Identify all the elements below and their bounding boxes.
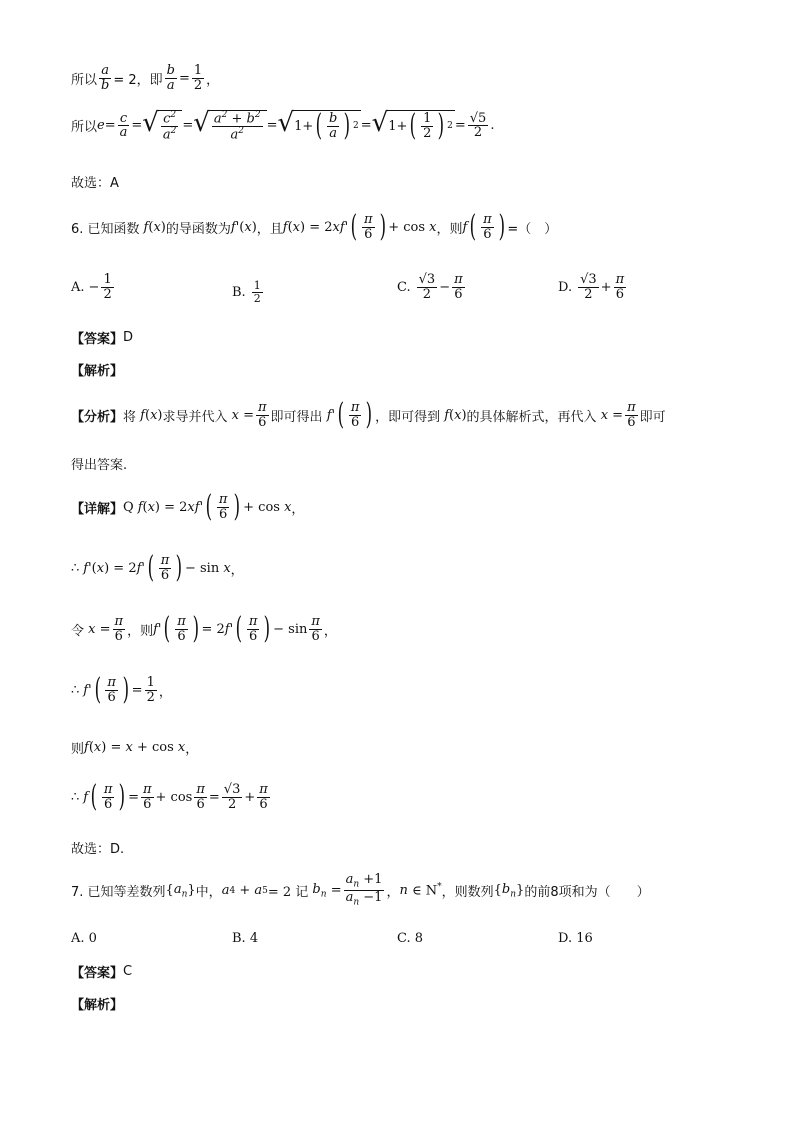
- q6-option-c[interactable]: C. $\frac{√3}{2}$ − $\frac{\pi}{6}$: [397, 272, 463, 302]
- sqrt-a2b2-a2: √ $\frac{a^2 + b^2}{a^2}$: [193, 110, 266, 142]
- sqrt-one-plus-half-squared: √ 1+ ( $\frac{1}{2}$ ) 2: [371, 108, 453, 144]
- question-7-stem: 7. 已知等差数列 { $a_n$ } 中， a 4 + a 5 = 2 记 $b_n$ = $\frac{a_n +1}{a_n -1}$ ， n ∈ N* ，则数列 { $b_n$ } 的前8项和为（ ）: [71, 872, 650, 908]
- q6-analysis-label: 【解析】: [71, 364, 124, 379]
- q7-option-d[interactable]: D. 16: [558, 931, 593, 946]
- q6-fenxi-cont: 得出答案.: [71, 458, 128, 473]
- q6-detail-line1: 【详解】 Q f ( x ) = 2 xf ' ( $\frac{\pi}{6}$ ) + cos x ，: [71, 489, 305, 524]
- fraction-b-over-a: $\frac{b}{a}$: [166, 63, 175, 93]
- q6-option-a[interactable]: A. − $\frac{1}{2}$: [71, 272, 112, 302]
- q6-detail-line4: ∴ f ' ( $\frac{\pi}{6}$ ) = $\frac{1}{2}$ ，: [71, 672, 172, 707]
- solution-line-eccentricity: 所以 e = $\frac{c}{a}$ = √ $\frac{c^2}{a^2}$ = √ $\frac{a^2 + b^2}{a^2}$ = √ 1+ ( $\frac{b}{a}$ ) 2 = √ 1+ ( $\frac{1}{2}$ ) 2 = $\frac{√5}{2}$ .: [71, 108, 495, 144]
- solution-line-ratio: 所以 $\frac{a}{b}$ = 2，即 $\frac{b}{a}$ = $\frac{1}{2}$ ，: [71, 63, 220, 93]
- q6-final-answer: 故选：D.: [71, 842, 125, 857]
- q6-detail-line3: 令 x = $\frac{\pi}{6}$ ，则 f ' ( $\frac{\pi}{6}$ ) = 2 f ' ( $\frac{\pi}{6}$ ) − sin $\frac{\pi}{6}$ ，: [71, 611, 337, 646]
- sqrt-one-plus-ba-squared: √ 1+ ( $\frac{b}{a}$ ) 2: [277, 108, 359, 144]
- answer-select-a: 故选：A: [71, 176, 119, 191]
- q6-detail-line5: 则 f ( x ) = x + cos x ，: [71, 740, 199, 757]
- fraction-a-over-b: $\frac{a}{b}$: [101, 63, 110, 93]
- q7-answer: 【答案】 C: [71, 964, 133, 981]
- q6-option-d[interactable]: D. $\frac{√3}{2}$ + $\frac{\pi}{6}$: [558, 272, 625, 302]
- q6-detail-line2: ∴ f '( x ) = 2 f ' ( $\frac{\pi}{6}$ ) − sin x ，: [71, 550, 244, 585]
- q6-answer: 【答案】 D: [71, 330, 134, 347]
- q7-option-a[interactable]: A. 0: [71, 931, 97, 946]
- sqrt-c2-a2: √ $\frac{c^2}{a^2}$: [142, 110, 182, 142]
- q6-fenxi: 【分析】 将 f ( x ) 求导并代入 x = $\frac{\pi}{6}$ 即可得出 f ' ( $\frac{\pi}{6}$ ) ，即可得到 f ( x ) 的具体解析式，再代入 x = $\frac{\pi}{6}$ 即可: [71, 397, 666, 432]
- q7-option-c[interactable]: C. 8: [397, 931, 424, 946]
- q6-detail-line6: ∴ f ( $\frac{\pi}{6}$ ) = $\frac{\pi}{6}$ + cos $\frac{\pi}{6}$ = $\frac{√3}{2}$ + $\frac{\pi}{6}$: [71, 779, 268, 814]
- q6-option-b[interactable]: B. $\frac{1}{2}$: [232, 279, 261, 305]
- fraction-one-half: $\frac{1}{2}$: [193, 63, 203, 93]
- question-6-stem: 6. 已知函数 f ( x ) 的导函数为 f '( x ) ，且 f ( x ) = 2 xf ' ( $\frac{\pi}{6}$ ) + cos x ，则 f ( $\frac{\pi}{6}$ ) =（ ）: [71, 209, 558, 244]
- q7-analysis-label: 【解析】: [71, 998, 124, 1013]
- q7-option-b[interactable]: B. 4: [232, 931, 259, 946]
